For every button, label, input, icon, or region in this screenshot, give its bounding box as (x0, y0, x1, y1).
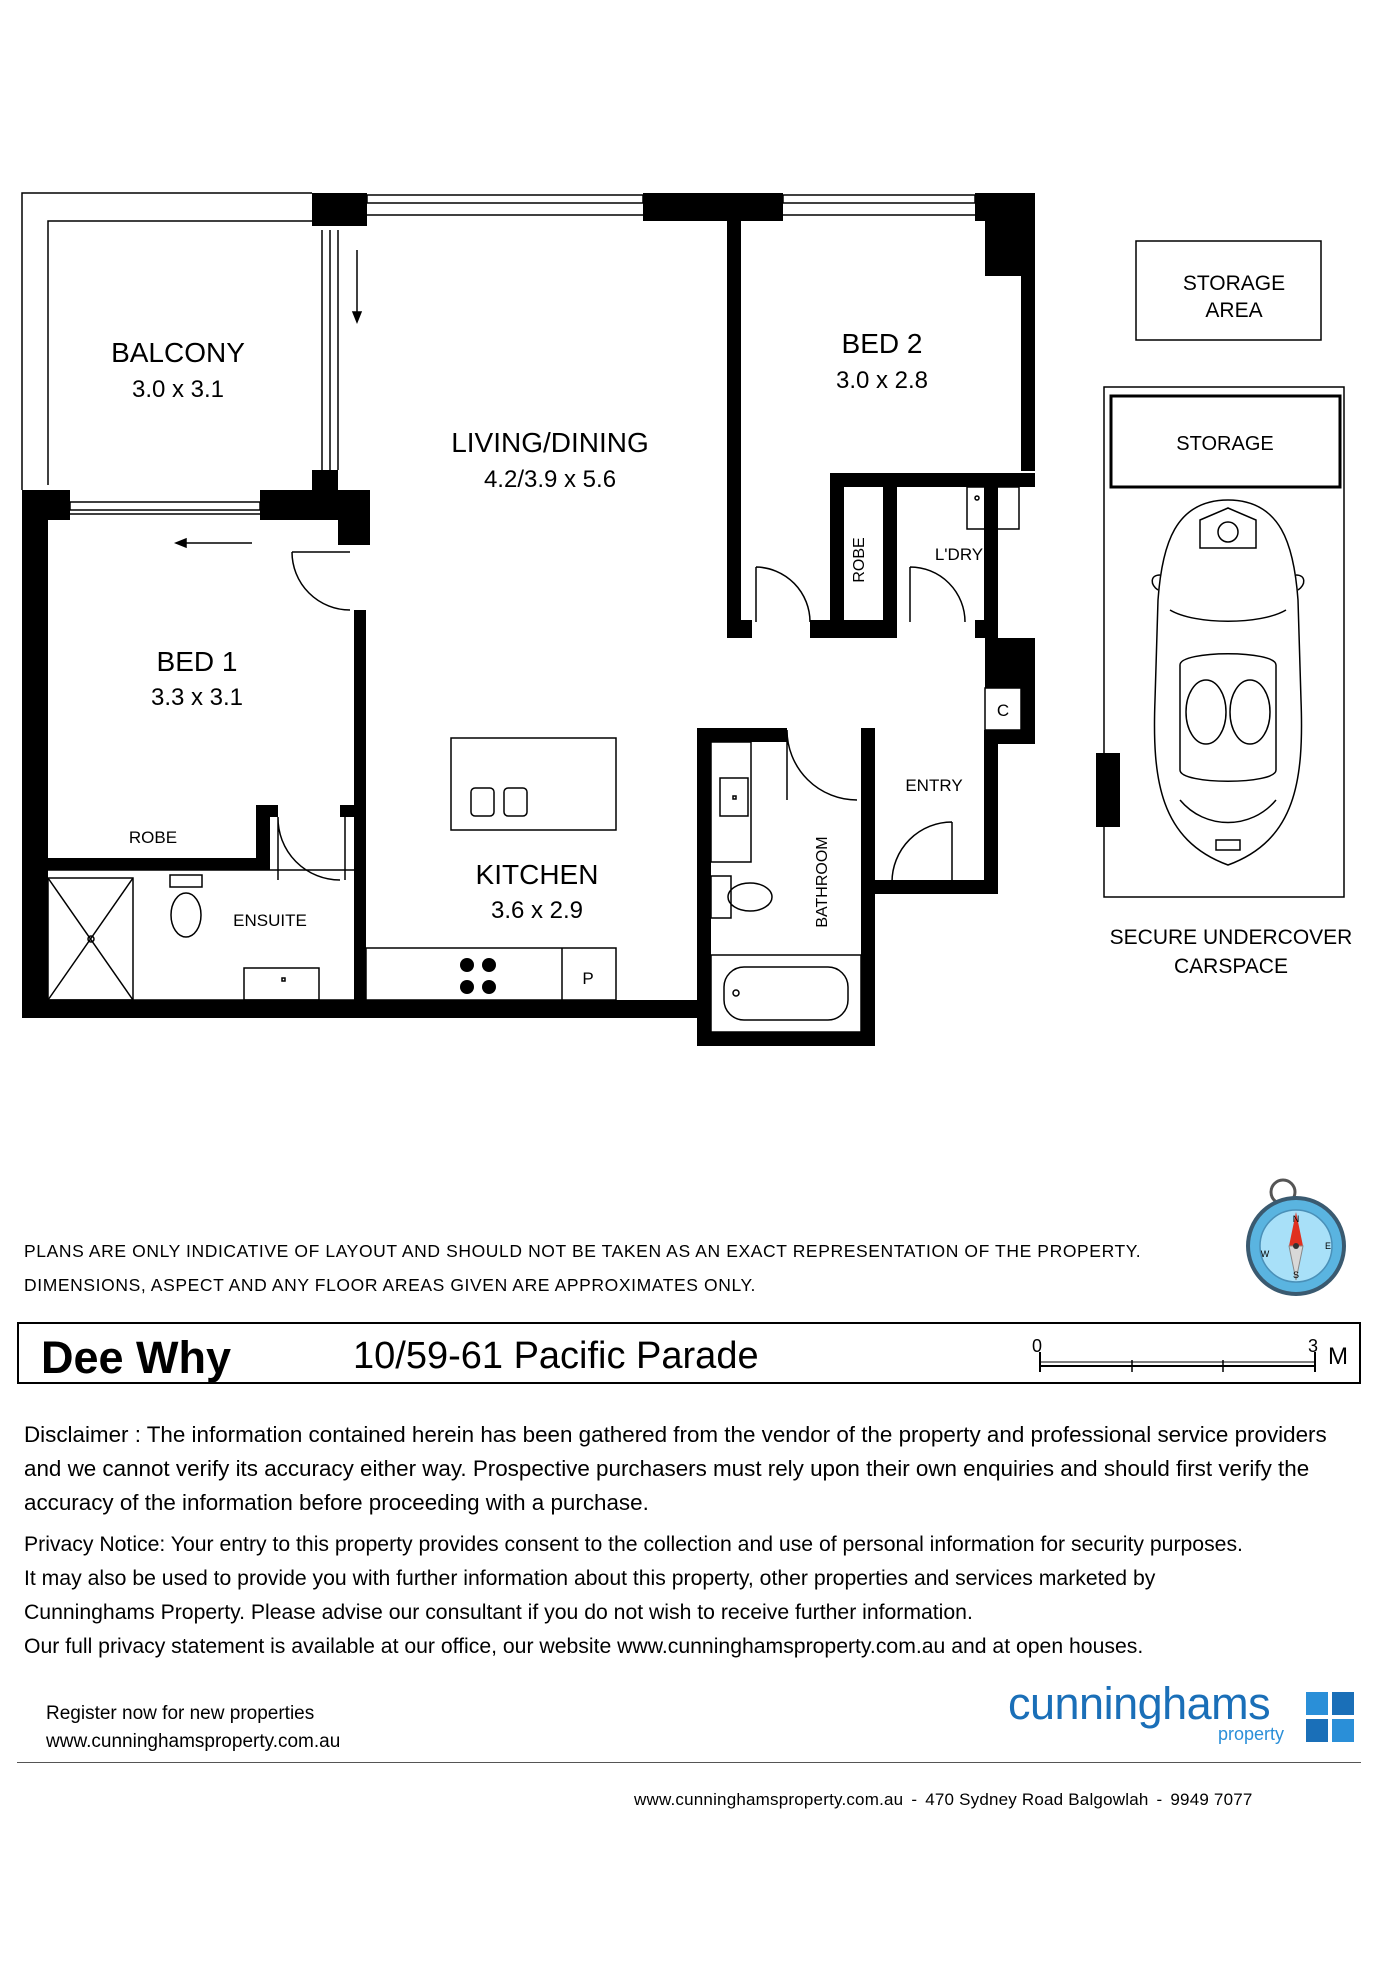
plan-notice (24, 1234, 1141, 1302)
robe1-label: ROBE (128, 828, 178, 847)
privacy-line1: Privacy Notice: Your entry to this property provides consent to the collection and use of personal information for security purposes. (24, 1533, 1243, 1556)
laundry-label: L'DRY (934, 545, 984, 564)
privacy-line3: Cunninghams Property. Please advise our consultant if you do not wish to receive further information. (24, 1601, 973, 1624)
footer-phone: 9949 7077 (1170, 1790, 1253, 1809)
kitchen-dims: 3.6 x 2.9 (490, 897, 584, 924)
register-website-link[interactable]: www.cunninghamsproperty.com.au (46, 1731, 341, 1752)
kitchen-name: KITCHEN (475, 859, 599, 890)
living-name: LIVING/DINING (451, 427, 649, 458)
footer (634, 1790, 1253, 1810)
register-block (46, 1700, 340, 1756)
balcony-dims: 3.0 x 3.1 (131, 376, 225, 403)
carspace-line1: SECURE UNDERCOVER (1109, 926, 1353, 949)
storage-area-line2: AREA (1205, 299, 1263, 322)
bed2-dims: 3.0 x 2.8 (835, 367, 929, 394)
cupboard-label: C (996, 701, 1010, 720)
car-icon (1152, 500, 1304, 865)
brand-logo-sub: property (1218, 1724, 1285, 1744)
ensuite-fixtures (48, 870, 354, 1000)
scale-start: 0 (1031, 1336, 1043, 1356)
scale-end: 3 (1307, 1336, 1319, 1356)
pantry-label: P (582, 969, 594, 988)
balcony-name: BALCONY (111, 337, 245, 368)
footer-website-link[interactable]: www.cunninghamsproperty.com.au (634, 1790, 904, 1809)
disclaimer-text: Disclaimer : The information contained herein has been gathered from the vendor of the property and professional service providers and we cannot verify its accuracy either way. Prospective purchasers must rely upon their own enquiries and should first verify the accuracy of the information before proceeding with a purchase. (24, 1422, 1327, 1515)
footer-address: 470 Sydney Road Balgowlah (925, 1790, 1149, 1809)
carspace-outline (1104, 387, 1344, 897)
notice-line2: DIMENSIONS, ASPECT AND ANY FLOOR AREAS GIVEN ARE APPROXIMATES ONLY. (24, 1275, 756, 1295)
footer-sep-1: - (911, 1790, 918, 1809)
ensuite-label: ENSUITE (233, 911, 307, 930)
footer-divider (17, 1762, 1361, 1763)
brand-logo-text: cunninghams (1008, 1678, 1271, 1729)
brand-squares-icon (1306, 1692, 1354, 1742)
compass-w: W (1260, 1249, 1270, 1259)
register-line1: Register now for new properties (46, 1703, 315, 1724)
notice-line1: PLANS ARE ONLY INDICATIVE OF LAYOUT AND SHOULD NOT BE TAKEN AS AN EXACT REPRESENTATION OF THE PROPERTY. (24, 1241, 1142, 1261)
suburb-title: Dee Why (41, 1332, 232, 1383)
compass-e: E (1324, 1241, 1332, 1251)
bathroom-label: BATHROOM (814, 836, 831, 928)
carspace-storage-label: STORAGE (1176, 433, 1274, 455)
privacy-notice (24, 1528, 1369, 1664)
cooktop (460, 958, 496, 994)
living-dims: 4.2/3.9 x 5.6 (483, 466, 617, 493)
scale-unit: M (1328, 1343, 1348, 1370)
storage-area-line1: STORAGE (1182, 272, 1286, 295)
bed1-dims: 3.3 x 3.1 (150, 684, 244, 711)
carspace-line2: CARSPACE (1174, 955, 1288, 978)
privacy-line2: It may also be used to provide you with further information about this property, other properties and services marketed by (24, 1567, 1156, 1590)
bed1-name: BED 1 (156, 646, 238, 677)
privacy-line4: Our full privacy statement is available at our office, our website www.cunninghamsproperty.com.au and at open houses. (24, 1635, 1144, 1658)
compass-icon (1248, 1180, 1344, 1294)
entry-label: ENTRY (905, 776, 963, 795)
title-bar (17, 1322, 1361, 1384)
footer-sep-2: - (1156, 1790, 1163, 1809)
compass-s: S (1292, 1270, 1300, 1280)
robe2-label: ROBE (851, 537, 868, 583)
bathroom-fixtures (711, 742, 861, 1032)
bed2-name: BED 2 (841, 328, 923, 359)
property-address: 10/59-61 Pacific Parade (353, 1335, 759, 1377)
compass-n: N (1292, 1214, 1300, 1224)
